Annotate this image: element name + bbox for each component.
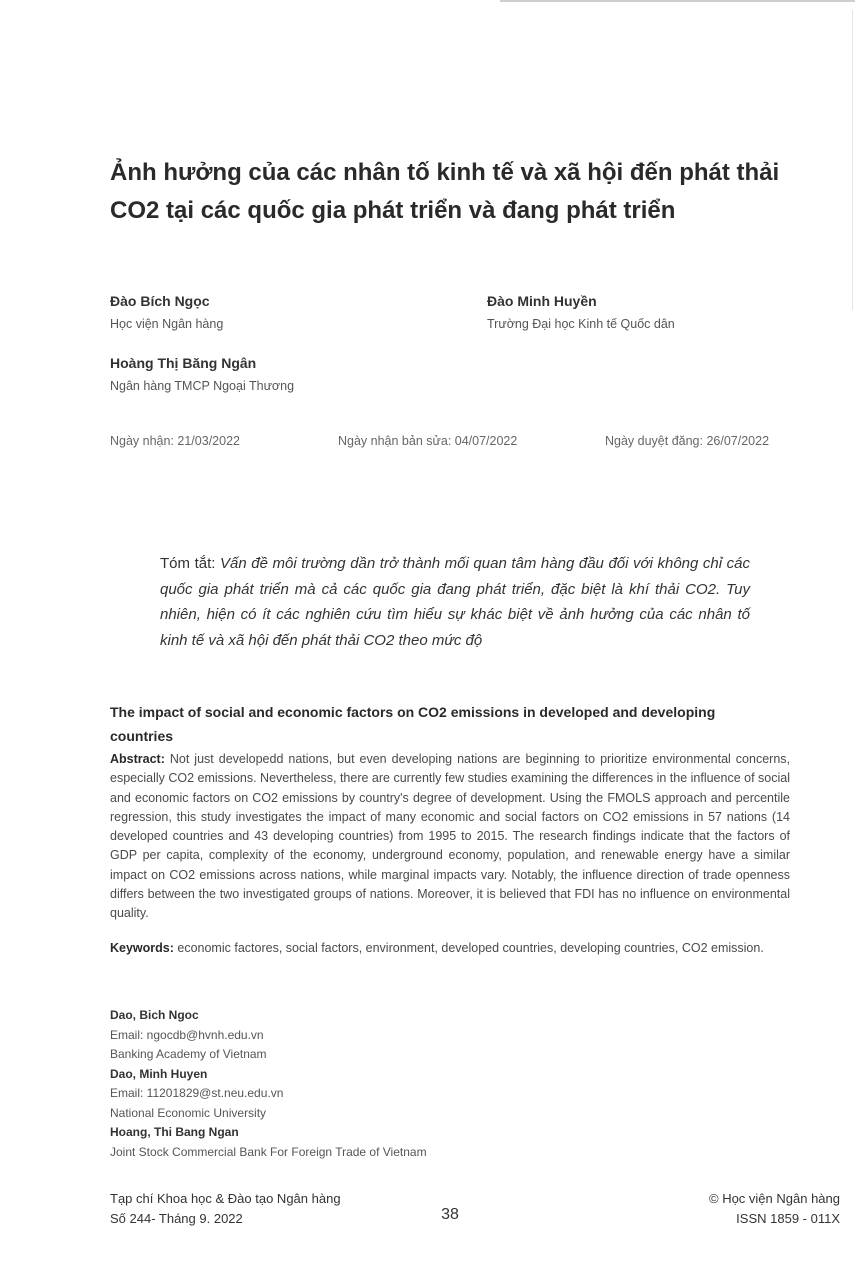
- abstract-english: [110, 750, 790, 924]
- scan-edge-right: [852, 10, 853, 310]
- page-number: 38: [441, 1206, 459, 1223]
- issn: ISSN 1859 - 011X: [736, 1211, 840, 1226]
- keywords: [110, 939, 790, 958]
- contact-org: National Economic University: [110, 1105, 267, 1120]
- author-affiliation: Học viện Ngân hàng: [110, 317, 224, 331]
- author-3: [110, 355, 294, 393]
- author-name: Hoàng Thị Băng Ngân: [110, 355, 257, 371]
- journal-name: Tạp chí Khoa học & Đào tạo Ngân hàng: [110, 1191, 341, 1206]
- date-received: Ngày nhận: 21/03/2022: [110, 434, 240, 448]
- author-1: [110, 293, 223, 331]
- author-name: Đào Minh Huyền: [487, 293, 597, 309]
- contact-name: Dao, Bich Ngoc: [110, 1008, 199, 1022]
- abstract-label: Abstract:: [110, 752, 165, 766]
- scan-edge-top: [500, 0, 855, 2]
- footer-publisher-info: [709, 1189, 840, 1229]
- article-title: [110, 154, 810, 230]
- contact-name: Hoang, Thi Bang Ngan: [110, 1125, 239, 1139]
- abstract-text: Not just developedd nations, but even developing nations are beginning to prioritize environmental concerns, especially CO2 emissions. Nevertheless, there are currently few studies examining the differences in the influence of social and economic factors on CO2 emissions by country's degree of development. Using the FMOLS approach and percentile regression, this study investigates the impact of many economic and social factors on CO2 emissions in 57 nations (14 developed countries and 43 developing countries) from 1995 to 2015. The research findings indicate that the factors of GDP per capita, complexity of the economy, underground economy, population, and renewable energy have a similar impact on CO2 emissions across nations, while marginal impacts vary. Notably, the influence direction of trade openness differs between the two investigated groups of nations. Moreover, it is believed that FDI has no influence on environmental quality.: [110, 752, 790, 921]
- abstract-vn-label: Tóm tắt:: [160, 555, 220, 572]
- author-affiliation: Trường Đại học Kinh tế Quốc dân: [487, 317, 675, 331]
- date-revised: Ngày nhận bản sửa: 04/07/2022: [338, 434, 518, 448]
- copyright: © Học viện Ngân hàng: [709, 1191, 840, 1206]
- abstract-vn-body: Vấn đề môi trường dần trở thành mối quan tâm hàng đầu đối với không chỉ các quốc gia phát triển mà cả các quốc gia đang phát triển, đặc biệt là khí thải CO2. Tuy nhiên, hiện có ít các nghiên cứu tìm hiểu sự khác biệt về ảnh hưởng của các nhân tố kinh tế và xã hội đến phát thải CO2 theo mức độ: [160, 555, 750, 649]
- contact-email: Email: ngocdb@hvnh.edu.vn: [110, 1027, 264, 1042]
- abstract-vietnamese: [160, 551, 750, 653]
- date-accepted: Ngày duyệt đăng: 26/07/2022: [605, 434, 770, 448]
- contact-org: Banking Academy of Vietnam: [110, 1047, 267, 1061]
- title-line-1: Ảnh hưởng của các nhân tố kinh tế và xã hội đến phát thải: [110, 159, 780, 186]
- english-title: The impact of social and economic factors on CO2 emissions in developed and developing countries: [110, 704, 716, 744]
- keywords-text: economic factores, social factors, environment, developed countries, developing countries, CO2 emission.: [173, 941, 764, 955]
- author-affiliation: Ngân hàng TMCP Ngoại Thương: [110, 379, 295, 393]
- contact-name: Dao, Minh Huyen: [110, 1066, 208, 1081]
- contact-email: Email: 11201829@st.neu.edu.vn: [110, 1086, 284, 1100]
- author-2: [487, 293, 675, 331]
- author-name: Đào Bích Ngọc: [110, 293, 210, 309]
- author-contacts: [110, 1006, 610, 1162]
- keywords-label: Keywords:: [110, 941, 174, 955]
- contact-org: Joint Stock Commercial Bank For Foreign Trade of Vietnam: [110, 1144, 427, 1159]
- title-line-2: CO2 tại các quốc gia phát triển và đang phát triển: [110, 197, 676, 224]
- journal-issue: Số 244- Tháng 9. 2022: [110, 1211, 243, 1226]
